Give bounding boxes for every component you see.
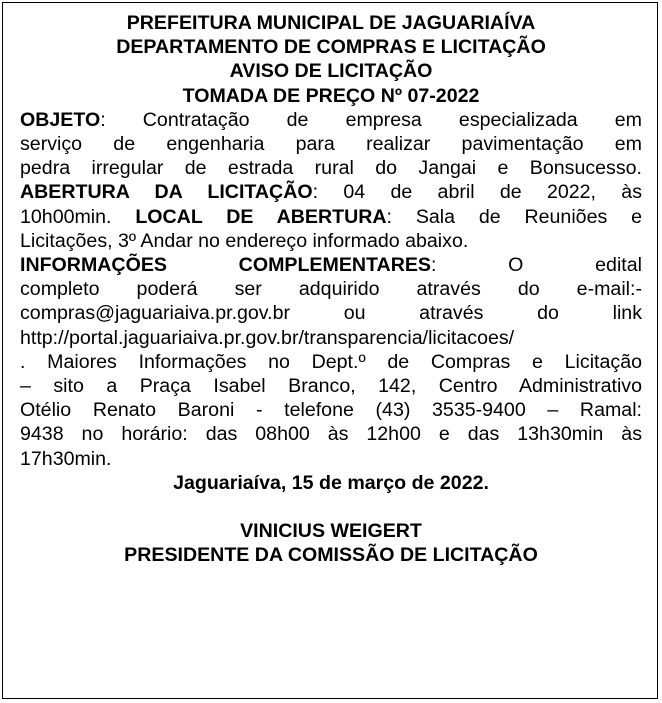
date-line: Jaguariaíva, 15 de março de 2022. [173, 471, 489, 494]
objeto-line-2: serviço de engenharia para realizar pavimentação em [20, 133, 642, 156]
abertura-paragraph [20, 180, 642, 253]
header-departamento: DEPARTAMENTO DE COMPRAS E LICITAÇÃO [116, 36, 546, 59]
informacoes-label: INFORMAÇÕES COMPLEMENTARES [20, 254, 431, 277]
informacoes-line-2: completo poderá ser adquirido através do e-mail:- [20, 278, 642, 301]
signatory-role: PRESIDENTE DA COMISSÃO DE LICITAÇÃO [124, 544, 538, 567]
objeto-line-1: OBJETO: Contratação de empresa especializada em [20, 108, 642, 131]
header-prefeitura: PREFEITURA MUNICIPAL DE JAGUARIAÍVA [126, 12, 536, 34]
spacer [20, 495, 642, 519]
abertura-line-3: Licitações, 3º Andar no endereço informado abaixo. [20, 229, 469, 252]
abertura-line-2: 10h00min. LOCAL DE ABERTURA: Sala de Reuniões e [20, 205, 642, 228]
informacoes-paragraph [20, 253, 642, 471]
objeto-line-3: pedra irregular de estrada rural do Jangai e Bonsucesso. [20, 157, 642, 180]
header-tomada-preco: TOMADA DE PREÇO Nº 07-2022 [182, 84, 480, 107]
informacoes-line-5: . Maiores Informações no Dept.º de Compras e Licitação [20, 350, 642, 373]
informacoes-line-3: compras@jaguariaiva.pr.gov.br ou através do link [20, 302, 642, 325]
local-abertura-label: LOCAL DE ABERTURA [135, 205, 387, 228]
header-aviso: AVISO DE LICITAÇÃO [229, 60, 433, 83]
informacoes-line-6: – sito a Praça Isabel Branco, 142, Centro Administrativo [20, 375, 642, 398]
abertura-line-1: ABERTURA DA LICITAÇÃO: 04 de abril de 2022, às [20, 181, 642, 204]
notice-content [20, 11, 642, 567]
informacoes-line-7: Otélio Renato Baroni - telefone (43) 3535-9400 – Ramal: [20, 399, 642, 422]
abertura-label: ABERTURA DA LICITAÇÃO [20, 181, 313, 204]
signatory-name: VINICIUS WEIGERT [240, 520, 422, 543]
informacoes-line-4: http://portal.jaguariaiva.pr.gov.br/transparencia/licitacoes/ [20, 326, 515, 349]
objeto-label: OBJETO [20, 108, 101, 131]
informacoes-line-8: 9438 no horário: das 08h00 às 12h00 e das 13h30min às [20, 423, 642, 446]
informacoes-line-1: INFORMAÇÕES COMPLEMENTARES: O edital [20, 254, 642, 277]
objeto-paragraph [20, 108, 642, 181]
informacoes-line-9: 17h30min. [20, 447, 112, 470]
